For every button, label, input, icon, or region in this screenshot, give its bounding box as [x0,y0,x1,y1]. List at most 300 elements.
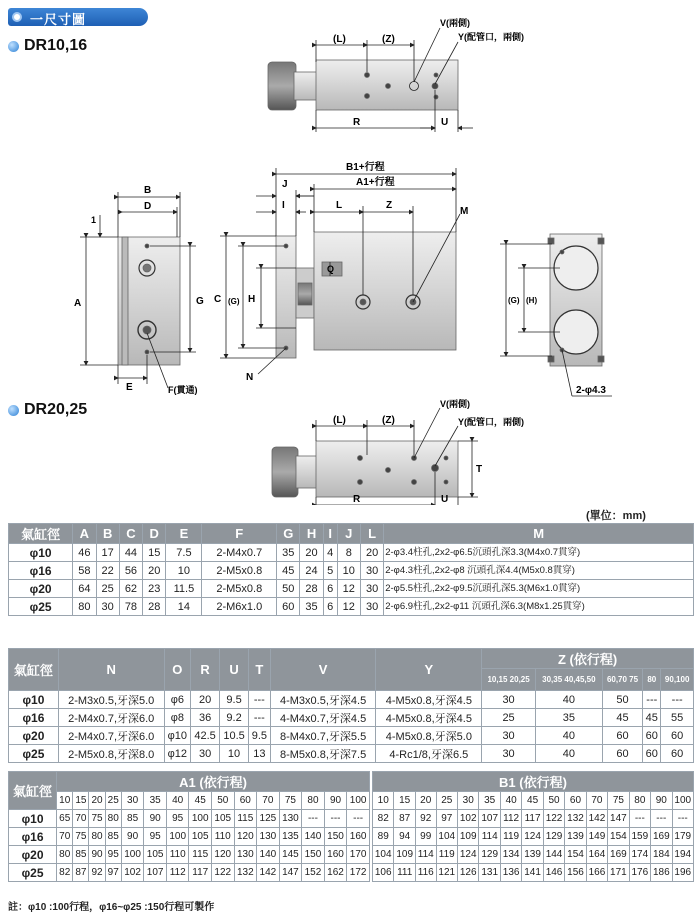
header-row [9,524,694,544]
table-cell: 92 [415,810,436,828]
table-cell: --- [629,810,650,828]
table-cell: D [143,524,166,544]
b1-table [372,771,694,882]
table-cell: 140 [302,828,325,846]
table-cell: 87 [394,810,415,828]
table-cell: 60 [277,598,300,616]
table-cell: 9.2 [220,709,249,727]
table-cell: 42.5 [191,727,220,745]
table-cell: 氣缸徑 [9,524,73,544]
table-cell: 90 [144,810,167,828]
table-cell: 35 [479,792,500,810]
table-cell: 90 [651,792,672,810]
table-cell: N [58,649,164,691]
table-cell: --- [661,691,694,709]
table-cell: 22 [96,562,119,580]
table-cell: 64 [73,580,96,598]
table-row [373,828,694,846]
table-cell: 97 [105,864,121,882]
table-cell: 36 [191,709,220,727]
dim-f-label: F(貫通) [168,385,198,395]
top-view-dr1016 [268,60,458,110]
table-row [373,810,694,828]
table-cell: 131 [479,864,500,882]
table-cell: 152 [302,864,325,882]
table-cell: 85 [73,846,89,864]
cylinder-body-side [314,232,456,350]
stroke-row [373,792,694,810]
table-cell: φ10 [9,544,73,562]
table-cell: 10 [337,562,360,580]
table-cell: 10 [57,792,73,810]
table-cell: 160 [347,828,370,846]
table-cell: 134 [500,846,521,864]
section-title-dr1016: DR10,16 [8,37,87,55]
dim-g-right-label: (G) [508,296,520,305]
dim-c-label: C [214,294,222,305]
table-cell: 2-M5x0.8 [202,562,277,580]
table-cell: 70 [57,828,73,846]
table-cell: 60 [602,727,642,745]
dim-l2-label: (L) [333,415,346,426]
table-cell: A [73,524,96,544]
table-cell: 144 [543,846,564,864]
table-cell: 160 [324,846,347,864]
table-cell: 2-M4x0.7,牙深6.0 [58,709,164,727]
table-cell: 30 [482,691,536,709]
table-cell: 50 [602,691,642,709]
table-cell: 58 [73,562,96,580]
table-cell: 30 [360,598,383,616]
table-cell: R [191,649,220,691]
table-cell: 114 [479,828,500,846]
table-row [9,691,694,709]
dim-v2-label: V(兩側) [440,399,470,409]
table-cell: 119 [500,828,521,846]
table-row [9,828,370,846]
table-cell: 45 [602,709,642,727]
table-cell: 60 [661,727,694,745]
table-cell: 65 [57,810,73,828]
table-cell: 90 [121,828,144,846]
table-cell: 35 [277,544,300,562]
table-cell: H [300,524,323,544]
table-cell: 184 [651,846,672,864]
table-cell: φ20 [9,727,59,745]
table-cell: 10 [373,792,394,810]
table-cell: 2-M5x0.8,牙深8.0 [58,745,164,763]
table-cell: 112 [166,864,189,882]
table-cell: 125 [257,810,280,828]
table-cell: 30 [96,598,119,616]
table-cell: 82 [373,810,394,828]
table-cell: 139 [522,846,543,864]
table-cell: φ10 [164,727,191,745]
unit-label: (單位：mm) [586,510,646,522]
table-cell: 75 [73,828,89,846]
table-cell: 30 [360,580,383,598]
table-cell: 171 [608,864,629,882]
table-cell: 130 [257,828,280,846]
table-cell: B1 (依行程) [373,772,694,792]
table-row [9,846,370,864]
table-cell: φ10 [9,691,59,709]
table-cell: 194 [672,846,693,864]
dim-n-label: N [246,372,254,383]
table-cell: 109 [458,828,479,846]
table-row [9,580,694,598]
dim-l-side-label: L [336,200,343,211]
dim-b1-label: B1+行程 [346,162,385,173]
table-cell: --- [651,810,672,828]
table-cell: 124 [522,828,543,846]
table-cell: 146 [543,864,564,882]
table-cell: 20 [360,544,383,562]
table-cell: 130 [279,810,302,828]
dim-m-label: M [460,206,469,217]
table-cell: 92 [89,864,105,882]
table-cell: φ20 [9,846,57,864]
table-cell: 179 [672,828,693,846]
table-cell: 4-M4x0.7,牙深4.5 [270,709,376,727]
table-cell: φ25 [9,745,59,763]
table-cell: 105 [212,810,235,828]
table-cell: 25 [105,792,121,810]
table-cell: 142 [586,810,607,828]
table-cell: 150 [302,846,325,864]
end-view-right [548,234,604,366]
table-cell: 20 [415,792,436,810]
table-cell: 45 [189,792,212,810]
dim-r-label: R [353,117,361,128]
table-cell: φ25 [9,598,73,616]
table-cell: 2-φ4.3柱孔,2x2-φ8 沉頭孔深4.4(M5x0.8貫穿) [384,562,694,580]
table-cell: 8-M5x0.8,牙深7.5 [270,745,376,763]
dim-g-label: G [196,296,204,307]
table-cell: 100 [672,792,693,810]
dim-1-label: 1 [91,215,97,225]
table-cell: 30 [482,745,536,763]
table-cell: 80 [643,669,661,691]
dim-i-label: I [282,200,285,211]
table-cell: 60 [643,727,661,745]
table-cell: 24 [300,562,323,580]
table-cell: 147 [608,810,629,828]
table-cell: 35 [144,792,167,810]
dim-z2-label: (Z) [382,415,395,426]
table-cell: 109 [394,846,415,864]
dim-h-label: H [248,294,256,305]
table-cell: 15 [394,792,415,810]
table-cell: 85 [105,828,121,846]
top-view-dr2025 [272,441,458,497]
table-cell: 95 [144,828,167,846]
table-cell: 82 [57,864,73,882]
a1-table [8,771,370,882]
table-cell: 117 [522,810,543,828]
table-cell: 154 [565,846,586,864]
table-cell: 70 [586,792,607,810]
table-cell: 4 [323,544,337,562]
table-cell: 110 [166,846,189,864]
table-cell: 40 [166,792,189,810]
table-row [9,544,694,562]
table-cell: 95 [166,810,189,828]
table-cell: 166 [586,864,607,882]
dim-y-label: Y(配管口，兩側) [458,32,524,42]
table-cell: φ20 [9,580,73,598]
table-cell: --- [643,691,661,709]
table-cell: 70 [257,792,280,810]
table-cell: φ10 [9,810,57,828]
table-cell: 6 [323,580,337,598]
table-row [9,745,694,763]
table-row [9,598,694,616]
table-cell: 28 [300,580,323,598]
stroke-row [9,792,370,810]
table-row [373,864,694,882]
dim-d-label: D [144,201,152,212]
table-cell: 87 [73,864,89,882]
side-view-middle [276,232,456,358]
table-cell: 28 [143,598,166,616]
table-cell: 12 [337,580,360,598]
table-cell: 122 [543,810,564,828]
table-cell: 90,100 [661,669,694,691]
table-cell: 40 [535,727,602,745]
spec-table-2 [8,648,694,763]
table-cell: 氣缸徑 [9,772,57,810]
table-cell: 4-M3x0.5,牙深4.5 [270,691,376,709]
table-cell: 62 [119,580,142,598]
table-cell: 120 [234,828,257,846]
table-cell: C [119,524,142,544]
table-cell: 145 [279,846,302,864]
table-cell: 80 [89,828,105,846]
table-cell: 139 [565,828,586,846]
table-cell: 169 [608,846,629,864]
section-title-dr2025: DR20,25 [8,401,87,419]
table-cell: --- [302,810,325,828]
table-cell: 147 [279,864,302,882]
table-cell: 30 [458,792,479,810]
table-cell: 70 [73,810,89,828]
table-cell: 136 [500,864,521,882]
table-cell: 141 [522,864,543,882]
table-cell: 89 [373,828,394,846]
end-view-left [118,237,180,365]
table-cell: 8 [337,544,360,562]
table-cell: 60,70 75 [602,669,642,691]
table-cell: 85 [121,810,144,828]
table-cell: φ25 [9,864,57,882]
table-cell: 102 [121,864,144,882]
table-cell: 107 [479,810,500,828]
table-cell: 140 [257,846,280,864]
table-cell: 110 [212,828,235,846]
table-cell: 115 [189,846,212,864]
table-cell: 126 [458,864,479,882]
table-cell: 159 [629,828,650,846]
table-cell: 142 [257,864,280,882]
table-cell: 99 [415,828,436,846]
table-cell: V [270,649,376,691]
table-cell: 75 [608,792,629,810]
table-cell: 50 [212,792,235,810]
table-cell: 154 [608,828,629,846]
table-cell: 100 [121,846,144,864]
table-cell: 100 [189,810,212,828]
table-cell: 9.5 [249,727,271,745]
table-cell: φ6 [164,691,191,709]
table-cell: E [166,524,202,544]
spec-table-1 [8,523,694,616]
dim-z-side-label: Z [386,200,393,211]
table-cell: A1 (依行程) [57,772,370,792]
footnote: 註：φ10 :100行程，φ16~φ25 :150行程可製作 [8,902,215,913]
table-cell: 80 [105,810,121,828]
table-row [9,709,694,727]
table-cell: 2-M3x0.5,牙深5.0 [58,691,164,709]
dim-t-label: T [476,464,483,475]
table-cell: 102 [458,810,479,828]
table-cell: 9.5 [220,691,249,709]
table-cell: 10 [166,562,202,580]
table-cell: G [277,524,300,544]
table-cell: 117 [189,864,212,882]
table-cell: 150 [324,828,347,846]
table-cell: T [249,649,271,691]
table-cell: 2-M4x0.7 [202,544,277,562]
table-cell: 114 [415,846,436,864]
table-cell: 10,15 20,25 [482,669,536,691]
table-cell: 4-M5x0.8,牙深4.5 [376,691,482,709]
table-cell: 164 [586,846,607,864]
table-cell: 4-M5x0.8,牙深5.0 [376,727,482,745]
table-cell: 2-M6x1.0 [202,598,277,616]
table-cell: 124 [458,846,479,864]
table-cell: 15 [143,544,166,562]
table-cell: 129 [479,846,500,864]
table-cell: 104 [373,846,394,864]
table-cell: 11.5 [166,580,202,598]
table-cell: φ8 [164,709,191,727]
table-cell: 119 [436,846,457,864]
dim-a1-label: A1+行程 [356,177,395,188]
table-cell: 105 [144,846,167,864]
table-cell: 13 [249,745,271,763]
table-cell: 176 [629,864,650,882]
table-cell: 60 [643,745,661,763]
table-cell: 2-M5x0.8 [202,580,277,598]
end-plate [268,62,296,110]
table-cell: 130 [234,846,257,864]
table-cell: O [164,649,191,691]
table-cell: 60 [602,745,642,763]
table-cell: 111 [394,864,415,882]
table-cell: 30 [191,745,220,763]
table-cell: 106 [373,864,394,882]
table-cell: 氣缸徑 [9,649,59,691]
table-cell: 56 [119,562,142,580]
table-cell: 14 [166,598,202,616]
table-cell: φ12 [164,745,191,763]
table-cell: 6 [323,598,337,616]
table-cell: 80 [73,598,96,616]
table-cell: 8-M4x0.7,牙深5.5 [270,727,376,745]
table-cell: 55 [661,709,694,727]
table-cell: 97 [436,810,457,828]
table-cell: 15 [73,792,89,810]
table-cell: --- [672,810,693,828]
table-cell: 25 [96,580,119,598]
header-row [373,772,694,792]
header-row [9,772,370,792]
dim-u2-label: U [441,494,449,505]
table-cell: --- [249,709,271,727]
dim-q-label: Q [327,264,335,274]
table-cell: 10 [220,745,249,763]
table-cell: 50 [277,580,300,598]
table-cell: U [220,649,249,691]
table-cell: --- [249,691,271,709]
table-cell: 94 [394,828,415,846]
dim-r2-label: R [353,494,361,505]
table-cell: 122 [212,864,235,882]
table-cell: 4-M5x0.8,牙深4.5 [376,709,482,727]
table-cell: 105 [189,828,212,846]
header-title: 一尺寸圖 [30,12,87,27]
dim-g-paren-label: (G) [228,297,240,306]
table-cell: 5 [323,562,337,580]
table-cell: 30 [121,792,144,810]
table-cell: L [360,524,383,544]
table-cell: J [337,524,360,544]
table-cell: φ16 [9,562,73,580]
table-cell: 100 [166,828,189,846]
dim-v-label: V(兩側) [440,18,470,28]
table-cell: 23 [143,580,166,598]
table-cell: 169 [651,828,672,846]
table-cell: 25 [436,792,457,810]
table-cell: 20 [143,562,166,580]
table-cell: 45 [277,562,300,580]
dim-j-label: J [282,179,288,190]
dim-e-label: E [126,382,133,393]
dim-u-label: U [441,117,449,128]
table-cell: 121 [436,864,457,882]
dim-y2-label: Y(配管口，兩側) [458,417,524,427]
table-cell: 90 [89,846,105,864]
table-cell: 7.5 [166,544,202,562]
table-cell: 162 [324,864,347,882]
table-cell: 30,35 40,45,50 [535,669,602,691]
table-cell: 75 [279,792,302,810]
table-cell: 132 [234,864,257,882]
table-cell: 174 [629,846,650,864]
table-cell: 107 [144,864,167,882]
table-cell: 20 [89,792,105,810]
table-cell: --- [324,810,347,828]
table-cell: 2-φ5.5柱孔,2x2-φ9.5沉頭孔深5.3(M6x1.0貫穿) [384,580,694,598]
table-cell: 17 [96,544,119,562]
table-cell: 45 [643,709,661,727]
dim-l-label: (L) [333,34,346,45]
dim-a-label: A [74,298,82,309]
table-cell: 80 [629,792,650,810]
table-cell: 12 [337,598,360,616]
table-cell: 40 [535,691,602,709]
